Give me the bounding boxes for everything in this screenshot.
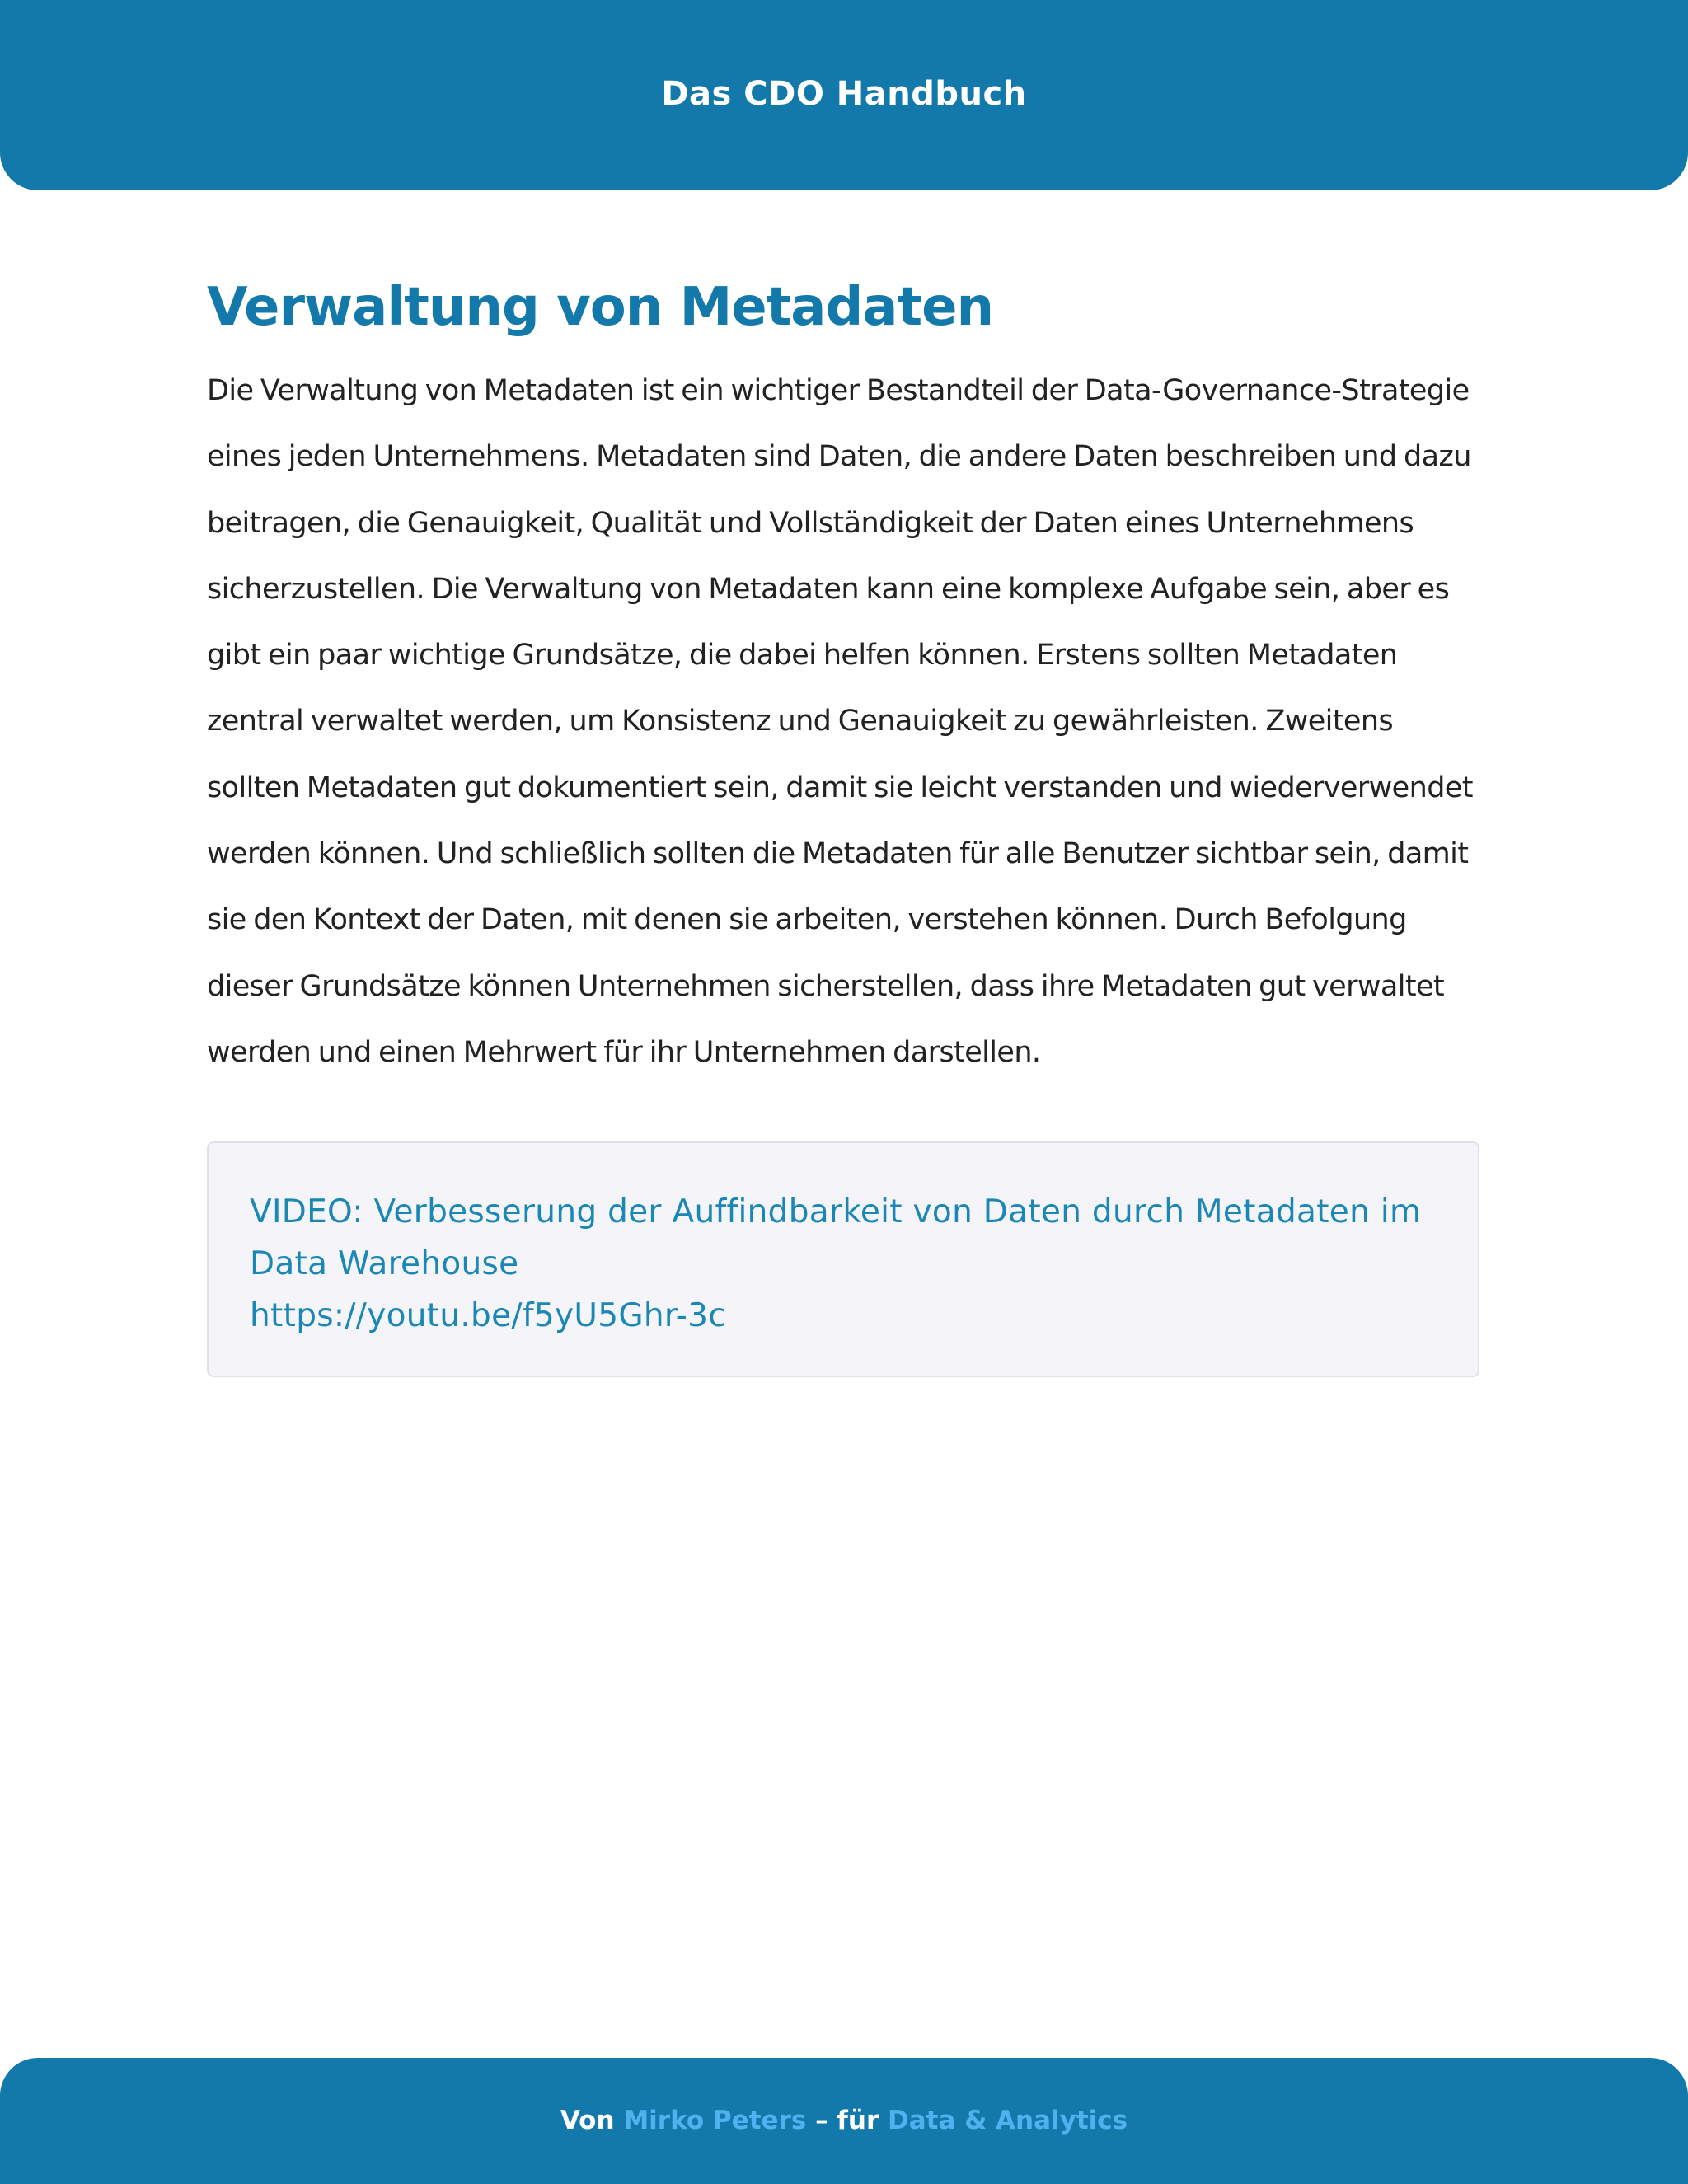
video-callout-box xyxy=(207,1141,1479,1377)
video-callout-content xyxy=(250,1186,1437,1342)
page-header xyxy=(0,0,1688,190)
author-link[interactable]: Mirko Peters xyxy=(623,2106,807,2135)
body-paragraph: Die Verwaltung von Metadaten ist ein wichtiger Bestandteil der Data-Governance-Strategie eines jeden Unternehmens. Metadaten sind Daten, die andere Daten beschreiben und dazu beitragen, die Genauigkeit, Qualität und Vollständigkeit der Daten eines Unternehmens sicherzustellen. Die Verwaltung von Metadaten kann eine komplexe Aufgabe sein, aber es gibt ein paar wichtige Grundsätze, die dabei helfen können. Erstens sollten Metadaten zentral verwaltet werden, um Konsistenz und Genauigkeit zu gewährleisten. Zweitens sollten Metadaten gut dokumentiert sein, damit sie leicht verstanden und wiederverwendet werden können. Und schließlich sollten die Metadaten für alle Benutzer sichtbar sein, damit sie den Kontext der Daten, mit denen sie arbeiten, verstehen können. Durch Befolgung dieser Grundsätze können Unternehmen sicherstellen, dass ihre Metadaten gut verwaltet werden und einen Mehrwert für ihr Unternehmen darstellen. xyxy=(207,374,1473,1069)
header-title: Das CDO Handbuch xyxy=(661,75,1027,113)
main-content xyxy=(207,264,1481,1085)
footer-prefix: Von xyxy=(560,2106,615,2135)
brand-link[interactable]: Data & Analytics xyxy=(888,2106,1128,2135)
footer-separator: – für xyxy=(815,2106,879,2135)
video-title: VIDEO: Verbesserung der Auffindbarkeit von Daten durch Metadaten im Data Warehouse xyxy=(250,1193,1422,1282)
video-link[interactable]: https://youtu.be/f5yU5Ghr-3c xyxy=(250,1297,726,1334)
page-footer xyxy=(0,2058,1688,2184)
section-heading: Verwaltung von Metadaten xyxy=(207,277,994,338)
footer-credit xyxy=(0,2098,1688,2143)
